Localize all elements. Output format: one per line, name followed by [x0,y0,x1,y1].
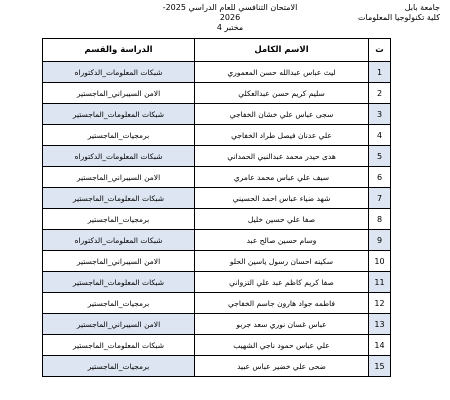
cell-name: علي عباس حمود ناجي الشهيب [195,335,369,356]
table-row [43,104,391,125]
table-row [43,83,391,104]
institution-header [358,3,440,23]
cell-name: عباس غسان نوري سعد جربو [195,314,369,335]
cell-num: 12 [369,293,391,314]
table-row [43,62,391,83]
table-row [43,146,391,167]
table-row [43,188,391,209]
exam-title: الامتحان التنافسي للعام الدراسي 2025-2026 [162,3,298,22]
cell-num: 4 [369,125,391,146]
exam-header [160,3,300,33]
cell-name: سكينه احسان رسول ياسين الحلو [195,251,369,272]
cell-num: 9 [369,230,391,251]
cell-name: صفا علي حسين خليل [195,209,369,230]
cell-name: ضحى علي خضير عباس عبيد [195,356,369,377]
cell-dept: شبكات المعلومات_الماجستير [43,188,195,209]
cell-name: ليث عباس عبدالله حسن المعموري [195,62,369,83]
cell-name: سجى عباس علي خشان الخفاجي [195,104,369,125]
cell-num: 2 [369,83,391,104]
table-row [43,272,391,293]
university-name: جامعة بابل [404,3,440,12]
header-name: الاسم الكامل [195,39,369,62]
table-header-row [43,39,391,62]
table-row [43,167,391,188]
cell-dept: شبكات المعلومات_الدكتوراه [43,230,195,251]
cell-dept: برمجيات_الماجستير [43,209,195,230]
cell-dept: شبكات المعلومات_الماجستير [43,335,195,356]
cell-dept: برمجيات_الماجستير [43,125,195,146]
header-dept: الدراسة والقسم [43,39,195,62]
cell-num: 15 [369,356,391,377]
cell-num: 7 [369,188,391,209]
table-row [43,209,391,230]
cell-num: 6 [369,167,391,188]
college-name: كلية تكنولوجيا المعلومات [358,13,440,22]
cell-num: 11 [369,272,391,293]
cell-name: سيف علي عباس محمد عامري [195,167,369,188]
cell-num: 14 [369,335,391,356]
cell-num: 5 [369,146,391,167]
cell-dept: برمجيات_الماجستير [43,356,195,377]
cell-dept: شبكات المعلومات_الماجستير [43,104,195,125]
table-body [43,62,391,377]
students-table [42,38,391,377]
table-row [43,314,391,335]
cell-name: سليم كريم حسن عبدالعكلي [195,83,369,104]
table-row [43,230,391,251]
cell-num: 8 [369,209,391,230]
table-row [43,125,391,146]
cell-num: 3 [369,104,391,125]
cell-name: وسام حسين صالح عبد [195,230,369,251]
cell-name: فاطمه جواد هارون جاسم الخفاجي [195,293,369,314]
cell-dept: الامن السيبراني_الماجستير [43,314,195,335]
table-row [43,356,391,377]
header-num: ت [369,39,391,62]
table-row [43,335,391,356]
cell-name: علي عدنان فيصل طراد الخفاجي [195,125,369,146]
table-row [43,293,391,314]
cell-num: 1 [369,62,391,83]
cell-name: هدى حيدر محمد عبدالنبي الحمداني [195,146,369,167]
cell-dept: شبكات المعلومات_الدكتوراه [43,146,195,167]
lab-label: مختبر 4 [216,23,244,32]
cell-num: 10 [369,251,391,272]
cell-dept: الامن السيبراني_الماجستير [43,251,195,272]
cell-dept: الامن السيبراني_الماجستير [43,167,195,188]
cell-name: صفا كريم كاظم عبد علي التزواني [195,272,369,293]
cell-dept: برمجيات_الماجستير [43,293,195,314]
table-row [43,251,391,272]
cell-name: شهد ضياء عباس احمد الحسيني [195,188,369,209]
cell-num: 13 [369,314,391,335]
cell-dept: شبكات المعلومات_الدكتوراه [43,62,195,83]
cell-dept: شبكات المعلومات_الماجستير [43,272,195,293]
cell-dept: الامن السيبراني_الماجستير [43,83,195,104]
